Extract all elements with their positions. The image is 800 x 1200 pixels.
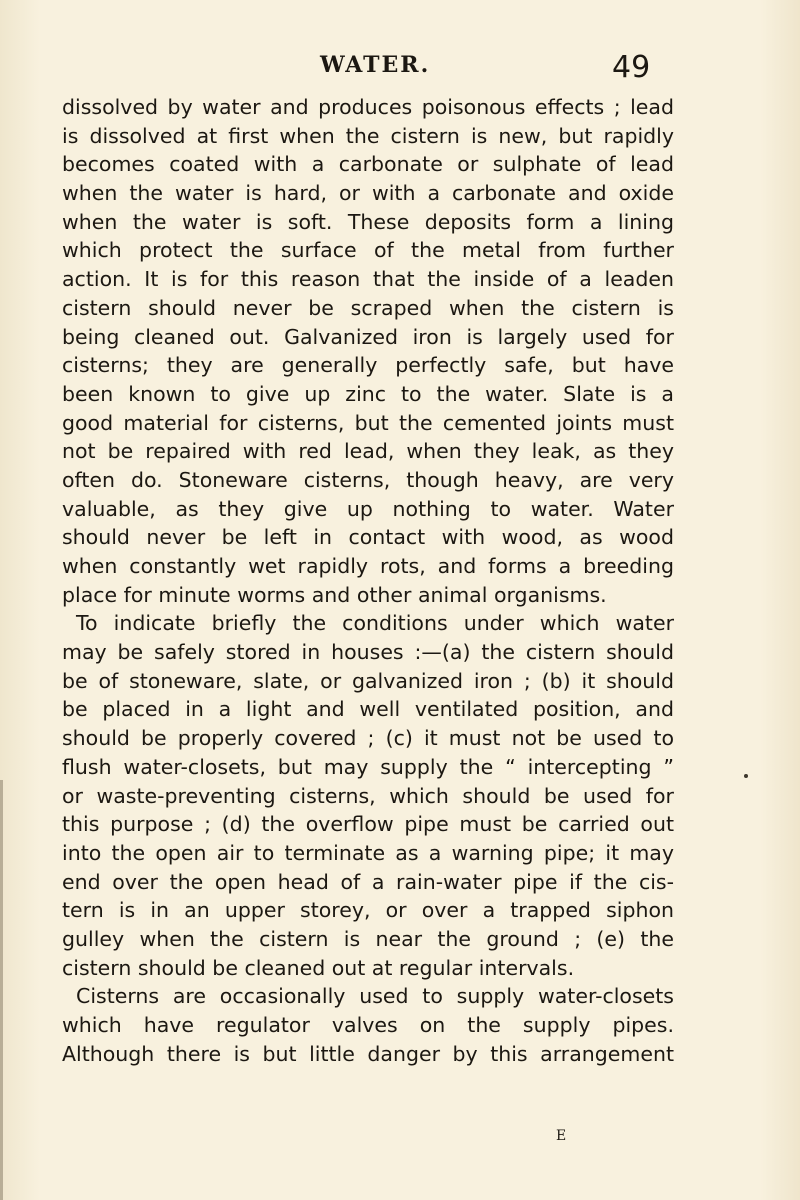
ink-speck (744, 774, 748, 778)
page-header (0, 44, 800, 92)
text-line: may be safely stored in houses :—(a) the cistern should (62, 640, 674, 665)
text-line: should never be left in contact with wood, as wood (62, 525, 674, 550)
text-line: place for minute worms and other animal organisms. (62, 582, 607, 607)
text-line: is dissolved at first when the cistern is new, but rapidly (62, 123, 674, 148)
text-line: valuable, as they give up nothing to water. Water (62, 496, 674, 521)
page-number: 49 (612, 50, 651, 85)
text-line: gulley when the cistern is near the ground ; (e) the (62, 926, 674, 951)
text-line: when the water is soft. These deposits form a lining (62, 209, 674, 234)
text-line: which protect the surface of the metal from further (62, 238, 674, 263)
text-line: cistern should never be scraped when the cistern is (62, 295, 674, 320)
text-line: should be properly covered ; (c) it must not be used to (62, 726, 674, 751)
text-line: end over the open head of a rain-water pipe if the cis- (62, 869, 674, 894)
text-line: when constantly wet rapidly rots, and forms a breeding (62, 554, 674, 578)
text-line: or waste-preventing cisterns, which should be used for (62, 783, 674, 808)
text-line: cisterns; they are generally perfectly safe, but have (62, 353, 674, 378)
text-line: when the water is hard, or with a carbonate and oxide (62, 181, 674, 206)
text-line: into the open air to terminate as a warning pipe; it may (62, 840, 674, 865)
text-line: tern is in an upper storey, or over a trapped siphon (62, 898, 674, 923)
text-line: being cleaned out. Galvanized iron is largely used for (62, 324, 674, 349)
text-line: To indicate briefly the conditions under which water (76, 611, 674, 636)
text-line: Although there is but little danger by this arrangement (62, 1041, 674, 1066)
text-line: Cisterns are occasionally used to supply water-closets (76, 984, 674, 1009)
text-line: be placed in a light and well ventilated position, and (62, 697, 674, 722)
page-edge-shadow (0, 780, 3, 1200)
text-line: been known to give up zinc to the water. Slate is a (62, 381, 674, 406)
text-line: flush water-closets, but may supply the “ intercepting ” (62, 754, 674, 779)
text-line: cistern should be cleaned out at regular intervals. (62, 955, 575, 980)
text-line: becomes coated with a carbonate or sulphate of lead (62, 152, 674, 177)
text-line: not be repaired with red lead, when they leak, as they (62, 439, 674, 464)
signature-mark: E (556, 1128, 567, 1144)
text-line: be of stoneware, slate, or galvanized iron ; (b) it should (62, 668, 674, 693)
text-line: good material for cisterns, but the cemented joints must (62, 410, 674, 435)
text-line: dissolved by water and produces poisonous effects ; lead (62, 95, 674, 119)
running-head: WATER. (320, 52, 431, 78)
body-text (62, 93, 674, 1068)
text-line: action. It is for this reason that the inside of a leaden (62, 267, 674, 292)
text-line: often do. Stoneware cisterns, though heavy, are very (62, 467, 674, 492)
text-line: which have regulator valves on the supply pipes. (62, 1013, 674, 1037)
text-line: this purpose ; (d) the overflow pipe must be carried out (62, 812, 674, 837)
